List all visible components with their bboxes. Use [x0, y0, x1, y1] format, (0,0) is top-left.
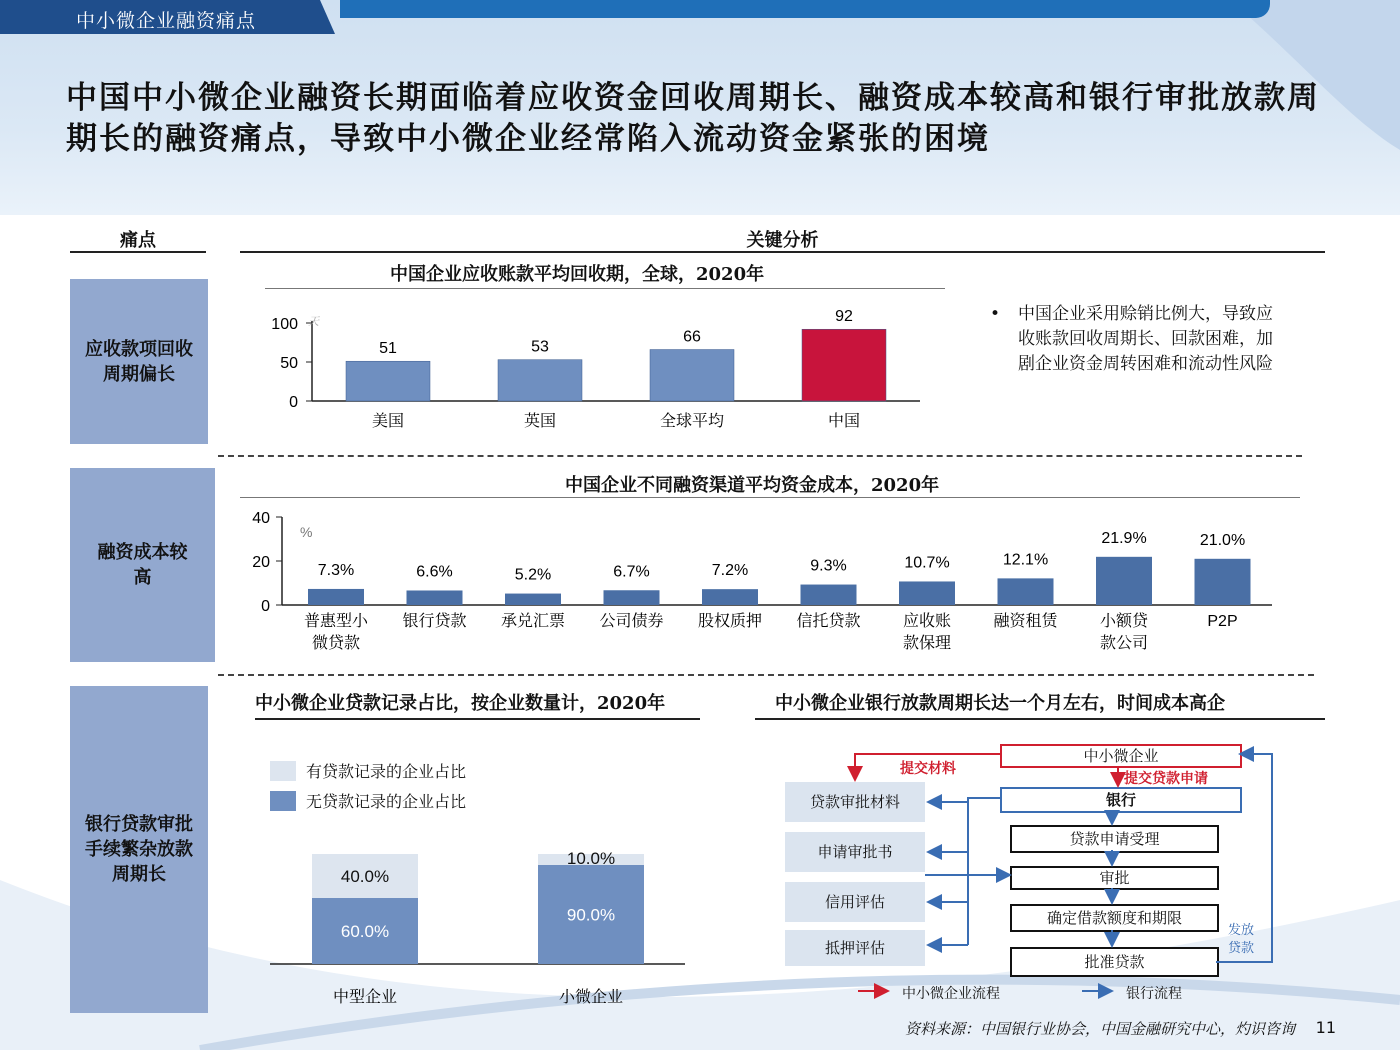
data-label: 40.0% [340, 867, 390, 886]
column-head-pain-points: 痛点 [120, 230, 156, 251]
legend-label: 无贷款记录的企业占比 [306, 792, 467, 811]
flow-step-accept: 贷款申请受理 [1010, 825, 1219, 853]
x-tick-label: 应收账 [902, 613, 952, 630]
data-label: 5.2% [514, 566, 552, 584]
section-tab-title: 中小微企业融资痛点 [76, 10, 257, 32]
flow-release-label: 发放贷款 [1228, 923, 1255, 956]
data-label: 10.0% [566, 849, 616, 868]
data-label: 6.6% [416, 563, 453, 581]
x-tick-label: 中国 [827, 413, 861, 430]
flow-material-collateral: 抵押评估 [785, 930, 925, 966]
data-label: 21.9% [1101, 529, 1147, 547]
y-unit-label: % [300, 524, 313, 540]
data-label: 92 [835, 308, 853, 326]
data-label: 60.0% [340, 922, 390, 941]
flow-step-approve: 审批 [1010, 866, 1219, 890]
flow-step-amount-term: 确定借款额度和期限 [1010, 904, 1219, 932]
y-tick-label: 0 [289, 394, 298, 411]
y-unit-label: 天 [308, 316, 319, 328]
flow-submit-materials-label: 提交材料 [900, 761, 956, 777]
flow-material-credit: 信用评估 [785, 882, 925, 922]
data-label: 21.0% [1199, 531, 1246, 549]
data-label: 9.3% [810, 557, 847, 575]
column-head-analysis: 关键分析 [746, 230, 819, 251]
chart-title-financing-cost: 中国企业不同融资渠道平均资金成本，2020年 [565, 475, 940, 496]
flow-step-release: 批准贷款 [1010, 947, 1219, 977]
x-tick-label: 融资租赁 [993, 613, 1058, 630]
y-tick-label: 100 [271, 316, 298, 333]
x-tick-label: 信托贷款 [796, 613, 861, 630]
page-headline: 中国中小微企业融资长期面临着应收资金回收周期长、融资成本较高和银行审批放款周期长的融资痛点，导致中小微企业经常陷入流动资金紧张的困境 [66, 80, 1320, 157]
x-tick-label: 中型企业 [332, 989, 398, 1006]
x-tick-label: P2P [1207, 613, 1238, 630]
flow-material-application: 申请审批书 [785, 832, 925, 872]
x-tick-label: 全球平均 [659, 413, 725, 430]
y-tick-label: 40 [252, 510, 270, 527]
x-tick-label: 小微企业 [558, 989, 624, 1006]
pain-point-label: 银行贷款审批手续繁杂放款周期长 [85, 814, 193, 885]
x-tick-label: 承兑汇票 [500, 613, 566, 630]
data-label: 7.2% [711, 562, 749, 580]
pain-point-label: 应收款项回收周期偏长 [85, 338, 193, 385]
page-number: 11 [1315, 1018, 1336, 1037]
y-tick-label: 20 [252, 554, 270, 571]
flow-submit-application-label: 提交贷款申请 [1124, 771, 1208, 787]
y-tick-label: 50 [280, 355, 298, 372]
x-tick-label: 普惠型小 [303, 613, 369, 630]
x-tick-label: 小额贷 [1099, 613, 1149, 630]
flow-material-docs: 贷款审批材料 [785, 782, 925, 822]
x-tick-label: 公司债券 [599, 613, 664, 630]
flow-title: 中小微企业银行放款周期长达一个月左右，时间成本高企 [775, 693, 1225, 714]
legend-label: 有贷款记录的企业占比 [306, 762, 467, 781]
x-tick-label: 股权质押 [697, 613, 763, 630]
receivables-note-text: 中国企业采用赊销比例大，导致应收账款回收周期长、回款困难，加剧企业资金周转困难和流动性风险 [1018, 304, 1273, 374]
x-tick-label: 款公司 [1099, 635, 1149, 652]
x-tick-label: 银行贷款 [402, 613, 467, 630]
pain-point-label: 融资成本较高 [97, 542, 188, 588]
source-note: 资料来源：中国银行业协会，中国金融研究中心，灼识咨询 [904, 1020, 1295, 1038]
x-tick-label: 美国 [371, 413, 405, 430]
bullet-dot-icon: • [990, 304, 1001, 324]
data-label: 10.7% [904, 554, 950, 572]
x-tick-label: 微贷款 [311, 635, 361, 652]
x-tick-label: 款保理 [902, 635, 952, 652]
chart-title-loan-records: 中小微企业贷款记录占比，按企业数量计，2020年 [255, 693, 666, 714]
chart-title-receivables: 中国企业应收账款平均回收期，全球，2020年 [390, 264, 765, 285]
data-label: 51 [379, 340, 397, 358]
flow-legend-enterprise: 中小微企业流程 [902, 986, 1000, 1002]
y-tick-label: 0 [261, 598, 270, 615]
data-label: 66 [683, 328, 701, 346]
data-label: 53 [531, 338, 549, 356]
flow-legend-bank: 银行流程 [1126, 986, 1182, 1002]
x-tick-label: 英国 [523, 413, 557, 430]
data-label: 12.1% [1002, 551, 1049, 569]
flow-bank-box: 银行 [1000, 787, 1242, 813]
data-label: 6.7% [613, 563, 650, 581]
data-label: 7.3% [317, 561, 355, 579]
flow-enterprise-box: 中小微企业 [1000, 744, 1242, 768]
data-label: 90.0% [566, 905, 616, 925]
